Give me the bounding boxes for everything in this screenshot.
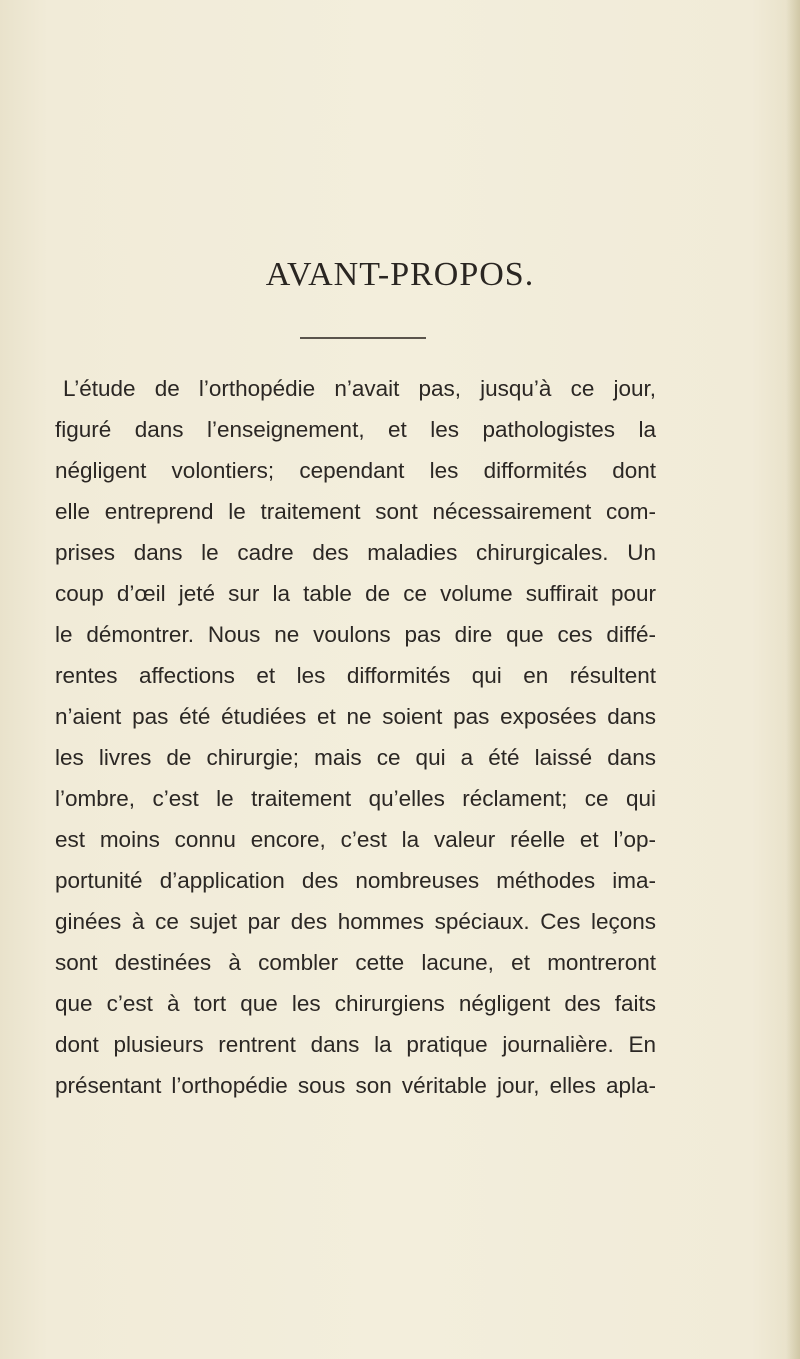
text-line: figuré dans l’enseignement, et les pathologistes la — [55, 417, 656, 442]
text-line: L’étude de l’orthopédie n’avait pas, jusqu’à ce jour, — [63, 376, 656, 401]
page-title: AVANT-PROPOS. — [265, 256, 535, 293]
text-line: elle entreprend le traitement sont nécessairement com- — [55, 499, 656, 524]
text-line: rentes affections et les difformités qui en résultent — [55, 663, 656, 688]
text-line: le démontrer. Nous ne voulons pas dire que ces diffé- — [55, 622, 656, 647]
text-line: sont destinées à combler cette lacune, et montreront — [55, 950, 656, 975]
text-line: que c’est à tort que les chirurgiens négligent des faits — [55, 991, 656, 1016]
page-edge-shadow — [786, 0, 800, 1359]
text-line: n’aient pas été étudiées et ne soient pas exposées dans — [55, 704, 656, 729]
text-line: dont plusieurs rentrent dans la pratique journalière. En — [55, 1032, 656, 1057]
text-line: l’ombre, c’est le traitement qu’elles réclament; ce qui — [55, 786, 656, 811]
text-line: prises dans le cadre des maladies chirurgicales. Un — [55, 540, 656, 565]
text-line: coup d’œil jeté sur la table de ce volume suffirait pour — [55, 581, 656, 606]
body-paragraph — [55, 368, 656, 1106]
text-line: les livres de chirurgie; mais ce qui a été laissé dans — [55, 745, 656, 770]
text-line: négligent volontiers; cependant les difformités dont — [55, 458, 656, 483]
title-divider — [300, 337, 426, 339]
text-line: est moins connu encore, c’est la valeur réelle et l’op- — [55, 827, 656, 852]
text-line: portunité d’application des nombreuses méthodes ima- — [55, 868, 656, 893]
text-line: présentant l’orthopédie sous son véritable jour, elles apla- — [55, 1073, 656, 1098]
text-line: ginées à ce sujet par des hommes spéciaux. Ces leçons — [55, 909, 656, 934]
